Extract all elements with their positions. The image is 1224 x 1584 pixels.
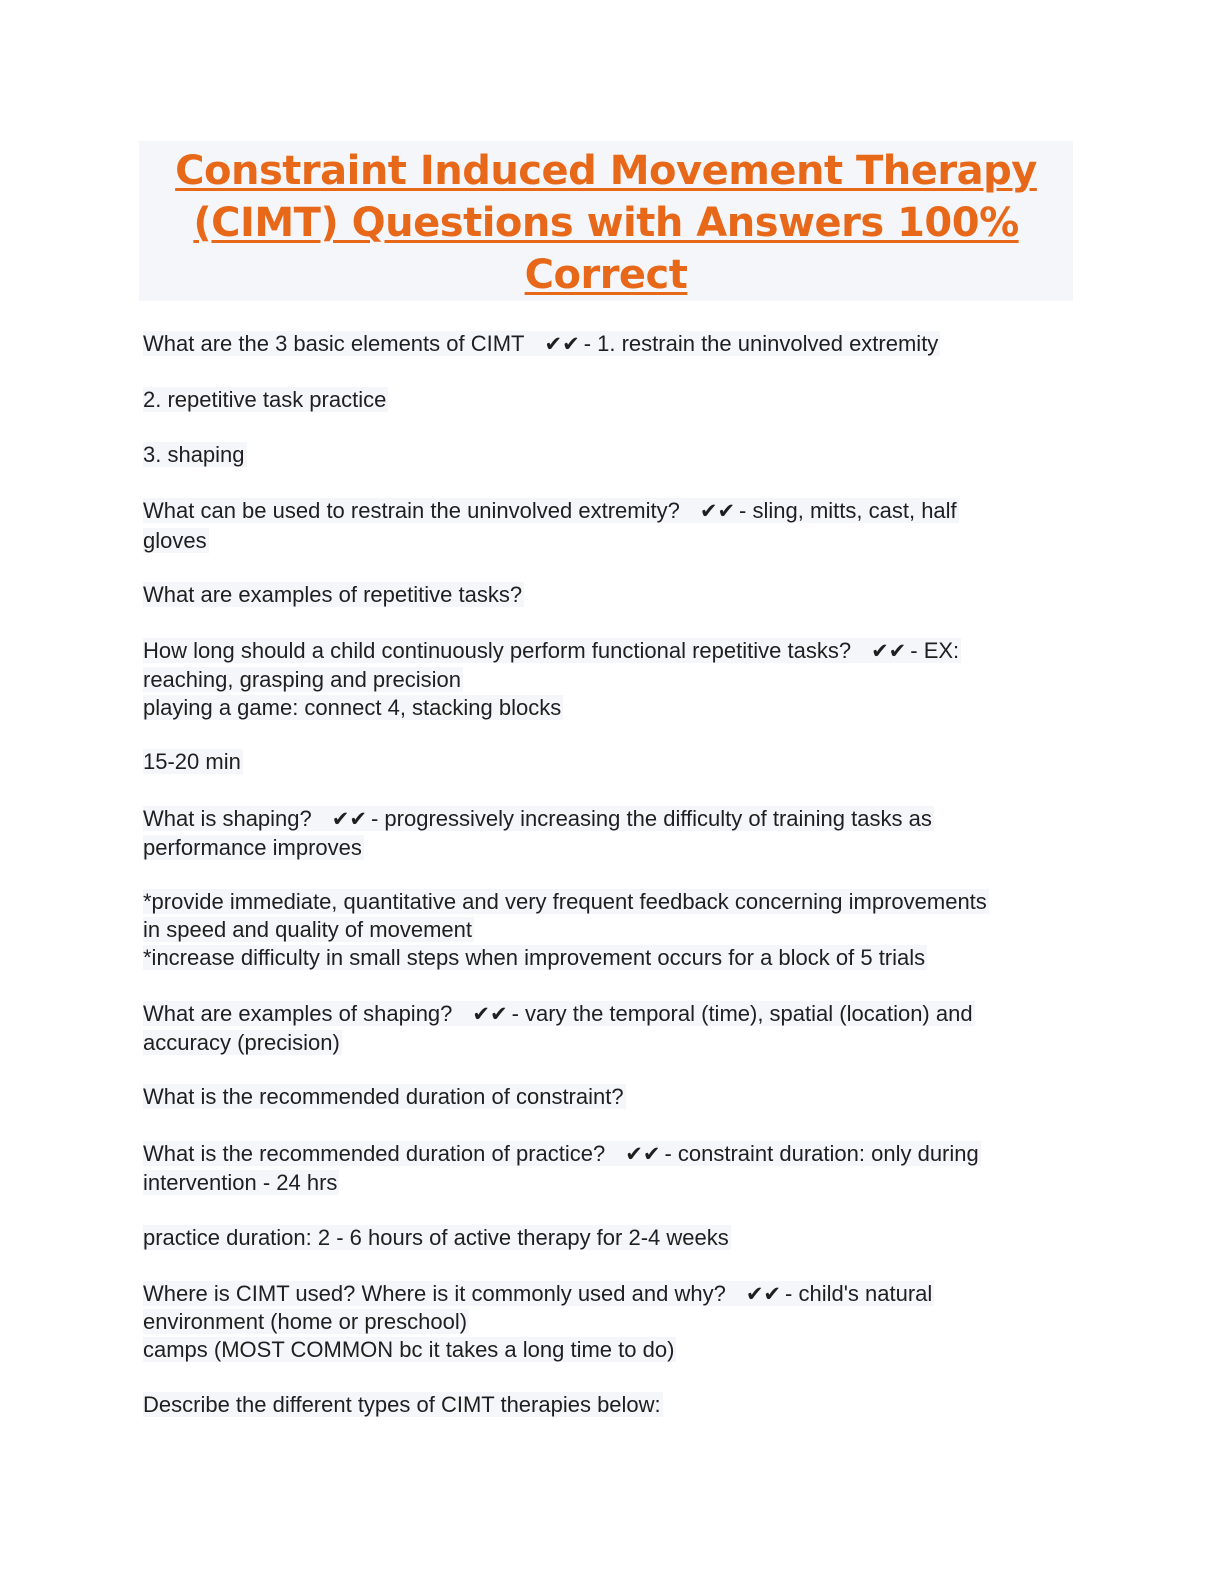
question-text: What are the 3 basic elements of CIMT — [143, 331, 525, 356]
question-text: What is the recommended duration of practice? — [143, 1141, 606, 1166]
text-line: intervention - 24 hrs — [143, 1170, 338, 1195]
question-text: What are examples of shaping? — [143, 1001, 453, 1026]
text-line: What are examples of repetitive tasks? — [143, 582, 523, 607]
document-title-block — [139, 141, 1073, 301]
question-text: What is shaping? — [143, 806, 312, 831]
text-line: practice duration: 2 - 6 hours of active therapy for 2-4 weeks — [143, 1225, 729, 1250]
qa-line — [143, 1280, 934, 1308]
answer-text: - child's natural — [785, 1281, 933, 1306]
text-line: environment (home or preschool) — [143, 1309, 468, 1334]
answer-text: - progressively increasing the difficulty of training tasks as — [370, 806, 932, 831]
answer-text: - vary the temporal (time), spatial (location) and — [511, 1001, 973, 1026]
double-check-icon: ✔✔ — [472, 1002, 508, 1026]
text-line: gloves — [143, 528, 207, 553]
text-line: What is the recommended duration of constraint? — [143, 1084, 624, 1109]
double-check-icon: ✔✔ — [745, 1282, 782, 1306]
qa-line — [143, 1140, 981, 1168]
text-line: 15-20 min — [143, 749, 241, 774]
qa-line — [143, 805, 934, 833]
answer-text: - sling, mitts, cast, half — [739, 498, 957, 523]
answer-text: - constraint duration: only during — [664, 1141, 979, 1166]
double-check-icon: ✔✔ — [331, 807, 367, 831]
document-title-line-3: Correct — [524, 252, 688, 298]
qa-line — [143, 497, 959, 525]
text-line: performance improves — [143, 835, 362, 860]
double-check-icon: ✔✔ — [625, 1142, 661, 1166]
question-text: What can be used to restrain the uninvolved extremity? — [143, 498, 680, 523]
qa-line — [143, 330, 940, 358]
question-text: How long should a child continuously perform functional repetitive tasks? — [143, 638, 852, 663]
text-line: 2. repetitive task practice — [143, 387, 387, 412]
qa-line — [143, 637, 961, 665]
qa-line — [143, 1000, 975, 1028]
question-text: Where is CIMT used? Where is it commonly used and why? — [143, 1281, 726, 1306]
answer-text: - 1. restrain the uninvolved extremity — [583, 331, 939, 356]
text-line: *increase difficulty in small steps when improvement occurs for a block of 5 trials — [143, 945, 926, 970]
answer-text: - EX: — [910, 638, 960, 663]
text-line: in speed and quality of movement — [143, 917, 472, 942]
double-check-icon: ✔✔ — [544, 332, 580, 356]
text-line: reaching, grasping and precision — [143, 667, 461, 692]
text-line: camps (MOST COMMON bc it takes a long time to do) — [143, 1337, 675, 1362]
double-check-icon: ✔✔ — [871, 639, 907, 663]
text-line: 3. shaping — [143, 442, 245, 467]
text-line: accuracy (precision) — [143, 1030, 340, 1055]
document-title-line-1: Constraint Induced Movement Therapy — [175, 148, 1037, 194]
document-title-line-2: (CIMT) Questions with Answers 100% — [193, 200, 1019, 246]
text-line: playing a game: connect 4, stacking blocks — [143, 695, 562, 720]
text-line: Describe the different types of CIMT therapies below: — [143, 1392, 661, 1417]
double-check-icon: ✔✔ — [699, 499, 736, 523]
text-line: *provide immediate, quantitative and very frequent feedback concerning improvements — [143, 889, 987, 914]
